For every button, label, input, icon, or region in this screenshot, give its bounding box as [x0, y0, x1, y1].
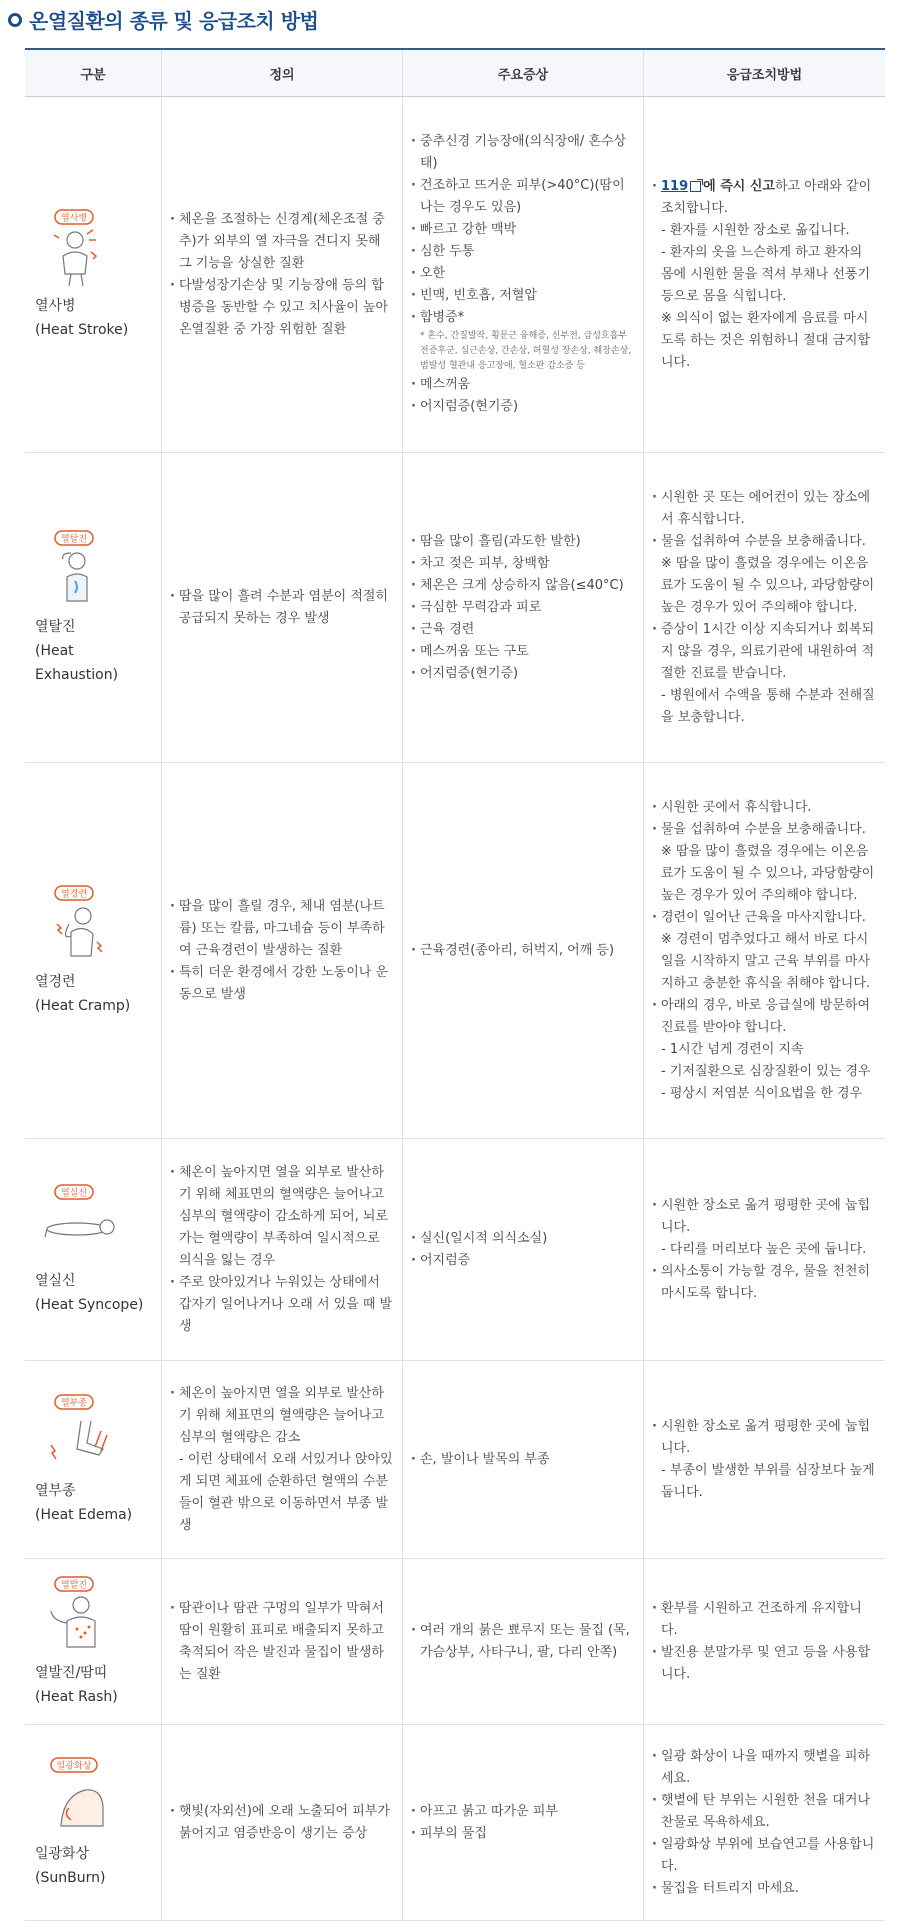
table-row [25, 453, 885, 763]
definition-cell [162, 1139, 403, 1361]
category-cell [25, 97, 162, 453]
section-heading [0, 0, 906, 44]
symptom-item: · 땀을 많이 흘림(과도한 발한) [411, 531, 635, 553]
first-aid-item: · 물을 섭취하여 수분을 보충해줍니다. [652, 819, 877, 841]
disease-name-ko: 열발진/땀띠 [35, 1664, 108, 1681]
disease-name-en: (Heat Stroke) [35, 321, 129, 338]
external-link-icon[interactable] [690, 181, 701, 192]
symptoms-cell [403, 453, 644, 763]
table-row [25, 763, 885, 1139]
first-aid-item: · 아래의 경우, 바로 응급실에 방문하여 진료를 받아야 합니다. [652, 995, 877, 1039]
definition-item: · 다발성장기손상 및 기능장애 등의 합병증을 동반할 수 있고 치사율이 높아 온열질환 중 가장 위험한 질환 [170, 275, 394, 341]
disease-name-en: (Heat Rash) [35, 1688, 118, 1705]
first-aid-sub: - 병원에서 수액을 통해 수분과 전해질을 보충합니다. [661, 687, 875, 725]
symptoms-cell [403, 97, 644, 453]
definition-sub: - 이런 상태에서 오래 서있거나 앉아있게 되면 체표에 순환하던 혈액의 수분들이 혈관 밖으로 이동하면서 부종 발생 [179, 1451, 393, 1533]
first-aid-item: · 햇볕에 탄 부위는 시원한 천을 대거나 찬물로 목욕하세요. [652, 1790, 877, 1834]
svg-text:열탈진: 열탈진 [60, 534, 88, 544]
table-row [25, 1139, 885, 1361]
symptom-item: · 근육 경련 [411, 619, 635, 641]
first-aid-item: · 물집을 터트리지 마세요. [652, 1878, 877, 1900]
symptom-item: · 피부의 물집 [411, 1823, 635, 1845]
first-aid-cell [644, 1361, 886, 1559]
category-cell [25, 1139, 162, 1361]
first-aid-sub: - 1시간 넘게 경련이 지속 [661, 1041, 804, 1057]
definition-item: · 체온이 높아지면 열을 외부로 발산하기 위해 체표면의 혈액량은 늘어나고 심부의 혈액량이 감소하게 되어, 뇌로 가는 혈액량이 부족하여 일시적으로 의식을 잃는 경우 [170, 1162, 394, 1272]
first-aid-sub: - 기저질환으로 심장질환이 있는 경우 [661, 1063, 871, 1079]
report-immediately-text: 에 즉시 신고 [703, 178, 775, 194]
first-aid-item: · 물을 섭취하여 수분을 보충해줍니다. [652, 531, 877, 553]
svg-text:열경련: 열경련 [60, 889, 88, 899]
definition-item: · 체온을 조절하는 신경계(체온조절 중추)가 외부의 열 자극을 견디지 못해 그 기능을 상실한 질환 [170, 209, 394, 275]
definition-cell [162, 97, 403, 453]
disease-name-ko: 열경련 [35, 973, 76, 990]
definition-item: · 주로 앉아있거나 누워있는 상태에서 갑자기 일어나거나 오래 서 있을 때 발생 [170, 1272, 394, 1338]
disease-name-ko: 열실신 [35, 1272, 76, 1289]
first-aid-item: · 환부를 시원하고 건조하게 유지합니다. [652, 1598, 877, 1642]
circle-bullet-icon [8, 13, 22, 27]
definition-item: · 땀관이나 땀관 구멍의 일부가 막혀서 땀이 원활히 표피로 배출되지 못하고 축적되어 작은 발진과 물집이 발생하는 질환 [170, 1598, 394, 1686]
first-aid-cell [644, 97, 886, 453]
complications-note: * 혼수, 간질발작, 횡문근 융해증, 신부전, 급성호흡부전증후군, 심근손상, 간손상, 허혈성 장손상, 췌장손상, 범발성 혈관내 응고장애, 혈소판 감소증 등 [420, 331, 632, 371]
symptom-item: · 빠르고 강한 맥박 [411, 219, 635, 241]
symptoms-cell [403, 763, 644, 1139]
first-aid-item: · 시원한 곳에서 휴식합니다. [652, 797, 877, 819]
first-aid-cell [644, 453, 886, 763]
definition-item: · 땀을 많이 흘려 수분과 염분이 적절히 공급되지 못하는 경우 발생 [170, 586, 394, 630]
disease-name-en: (Heat Exhaustion) [35, 642, 119, 683]
first-aid-item [652, 176, 877, 220]
definition-cell [162, 1361, 403, 1559]
first-aid-item: · 시원한 곳 또는 에어컨이 있는 장소에서 휴식합니다. [652, 487, 877, 531]
heat-exhaustion-illustration-icon [41, 529, 121, 609]
symptom-item: · 건조하고 뜨거운 피부(>40°C)(땀이 나는 경우도 있음) [411, 175, 635, 219]
symptom-item: · 어지럼증(현기증) [411, 663, 635, 685]
table-row [25, 97, 885, 453]
heat-edema-illustration-icon [41, 1393, 121, 1473]
first-aid-item: · 시원한 장소로 옮겨 평평한 곳에 눕힙니다. [652, 1195, 877, 1239]
symptom-item: · 손, 발이나 발목의 부종 [411, 1449, 635, 1471]
category-cell [25, 453, 162, 763]
definition-cell [162, 1559, 403, 1725]
disease-name-ko: 열탈진 [35, 618, 76, 635]
first-aid-note: ※ 땀을 많이 흘렸을 경우에는 이온음료가 도움이 될 수 있으나, 과당함량이 높은 경우가 있어 주의해야 합니다. [661, 843, 875, 903]
symptom-item: · 빈맥, 빈호흡, 저혈압 [411, 285, 635, 307]
heat-stroke-illustration-icon [41, 208, 121, 288]
svg-text:열부종: 열부종 [60, 1398, 88, 1408]
heat-illness-table [25, 48, 885, 1921]
header-first-aid: 응급조치방법 [644, 49, 886, 97]
symptoms-cell [403, 1139, 644, 1361]
symptom-item: · 극심한 무력감과 피로 [411, 597, 635, 619]
disease-name-ko: 열부종 [35, 1482, 76, 1499]
first-aid-note: ※ 땀을 많이 흘렸을 경우에는 이온음료가 도움이 될 수 있으나, 과당함량이 높은 경우가 있어 주의해야 합니다. [661, 555, 875, 615]
symptom-item: · 차고 젖은 피부, 창백함 [411, 553, 635, 575]
header-symptoms: 주요증상 [403, 49, 644, 97]
category-cell [25, 1559, 162, 1725]
first-aid-item: · 의사소통이 가능할 경우, 물을 천천히 마시도록 합니다. [652, 1261, 877, 1305]
symptoms-cell [403, 1725, 644, 1921]
table-header-row [25, 49, 885, 97]
category-cell [25, 1361, 162, 1559]
category-cell [25, 763, 162, 1139]
first-aid-sub: - 다리를 머리보다 높은 곳에 둡니다. [661, 1241, 867, 1257]
definition-item: · 햇빛(자외선)에 오래 노출되어 피부가 붉어지고 염증반응이 생기는 증상 [170, 1801, 394, 1845]
symptom-item: · 중추신경 기능장애(의식장애/ 혼수상태) [411, 131, 635, 175]
first-aid-cell [644, 1139, 886, 1361]
symptoms-cell [403, 1361, 644, 1559]
symptom-item: · 오한 [411, 263, 635, 285]
definition-cell [162, 1725, 403, 1921]
disease-name-en: (SunBurn) [35, 1869, 106, 1886]
category-cell [25, 1725, 162, 1921]
first-aid-cell [644, 1725, 886, 1921]
first-aid-item: · 경련이 일어난 근육을 마사지합니다. [652, 907, 877, 929]
symptom-item: · 메스꺼움 또는 구토 [411, 641, 635, 663]
symptoms-cell [403, 1559, 644, 1725]
symptom-item: · 합병증* [411, 307, 635, 329]
heat-rash-illustration-icon [41, 1575, 121, 1655]
svg-text:열발진: 열발진 [60, 1580, 88, 1590]
first-aid-item: · 시원한 장소로 옮겨 평평한 곳에 눕힙니다. [652, 1416, 877, 1460]
disease-name-ko: 일광화상 [35, 1845, 90, 1862]
svg-text:열실신: 열실신 [60, 1188, 88, 1198]
header-definition: 정의 [162, 49, 403, 97]
heat-syncope-illustration-icon [41, 1183, 121, 1263]
symptom-item: · 메스꺼움 [411, 374, 635, 396]
first-aid-cell [644, 1559, 886, 1725]
heat-cramp-illustration-icon [41, 884, 121, 964]
disease-name-en: (Heat Cramp) [35, 997, 131, 1014]
svg-text:열사병: 열사병 [60, 213, 88, 223]
first-aid-item: · 일광화상 부위에 보습연고를 사용합니다. [652, 1834, 877, 1878]
symptom-item: · 근육경련(종아리, 허벅지, 어깨 등) [411, 940, 635, 962]
header-category: 구분 [25, 49, 162, 97]
first-aid-sub: - 부종이 발생한 부위를 심장보다 높게 둡니다. [661, 1462, 875, 1500]
symptom-item: · 여러 개의 붉은 뾰루지 또는 물집 (목, 가슴상부, 사타구니, 팔, 다리 안쪽) [411, 1620, 635, 1664]
disease-name-en: (Heat Syncope) [35, 1296, 144, 1313]
first-aid-note: ※ 경련이 멈추었다고 해서 바로 다시 일을 시작하지 말고 근육 부위를 마사지하고 충분한 휴식을 취해야 합니다. [661, 931, 871, 991]
first-aid-note: ※ 의식이 없는 환자에게 음료를 마시도록 하는 것은 위험하니 절대 금지합니다. [661, 310, 871, 370]
section-title: 온열질환의 종류 및 응급조치 방법 [29, 9, 319, 33]
symptom-item: · 어지럼증(현기증) [411, 396, 635, 418]
table-row [25, 1361, 885, 1559]
symptom-item: · 어지럼증 [411, 1250, 635, 1272]
table-row [25, 1725, 885, 1921]
definition-item: · 특히 더운 환경에서 강한 노동이나 운동으로 발생 [170, 962, 394, 1006]
definition-cell [162, 453, 403, 763]
disease-name-en: (Heat Edema) [35, 1506, 133, 1523]
disease-name-ko: 열사병 [35, 297, 76, 314]
first-aid-sub: - 환자를 시원한 장소로 옮깁니다. [661, 222, 850, 238]
first-aid-item: · 증상이 1시간 이상 지속되거나 회복되지 않을 경우, 의료기관에 내원하여 적절한 진료를 받습니다. [652, 619, 877, 685]
symptom-item: · 체온은 크게 상승하지 않음(≤40°C) [411, 575, 635, 597]
first-aid-item: · 일광 화상이 나을 때까지 햇볕을 피하세요. [652, 1746, 877, 1790]
symptom-item: · 심한 두통 [411, 241, 635, 263]
definition-item: · 땀을 많이 흘릴 경우, 체내 염분(나트륨) 또는 칼륨, 마그네슘 등이 부족하여 근육경련이 발생하는 질환 [170, 896, 394, 962]
first-aid-sub: - 평상시 저염분 식이요법을 한 경우 [661, 1085, 863, 1101]
symptom-item: · 아프고 붉고 따가운 피부 [411, 1801, 635, 1823]
symptom-item: · 실신(일시적 의식소실) [411, 1228, 635, 1250]
call-119-link[interactable]: 119 [661, 178, 689, 194]
first-aid-sub: - 환자의 옷을 느슨하게 하고 환자의 몸에 시원한 물을 적셔 부채나 선풍기 등으로 몸을 식힙니다. [661, 244, 871, 304]
first-aid-item: · 발진용 분말가루 및 연고 등을 사용합니다. [652, 1642, 877, 1686]
definition-item: · 체온이 높아지면 열을 외부로 발산하기 위해 체표면의 혈액량은 늘어나고 심부의 혈액량은 감소 [170, 1383, 394, 1449]
table-row [25, 1559, 885, 1725]
definition-cell [162, 763, 403, 1139]
sunburn-illustration-icon [41, 1756, 121, 1836]
first-aid-text: 하고 아래와 같이 조치합니다. [661, 178, 872, 216]
first-aid-cell [644, 763, 886, 1139]
svg-text:일광화상: 일광화상 [56, 1761, 92, 1771]
